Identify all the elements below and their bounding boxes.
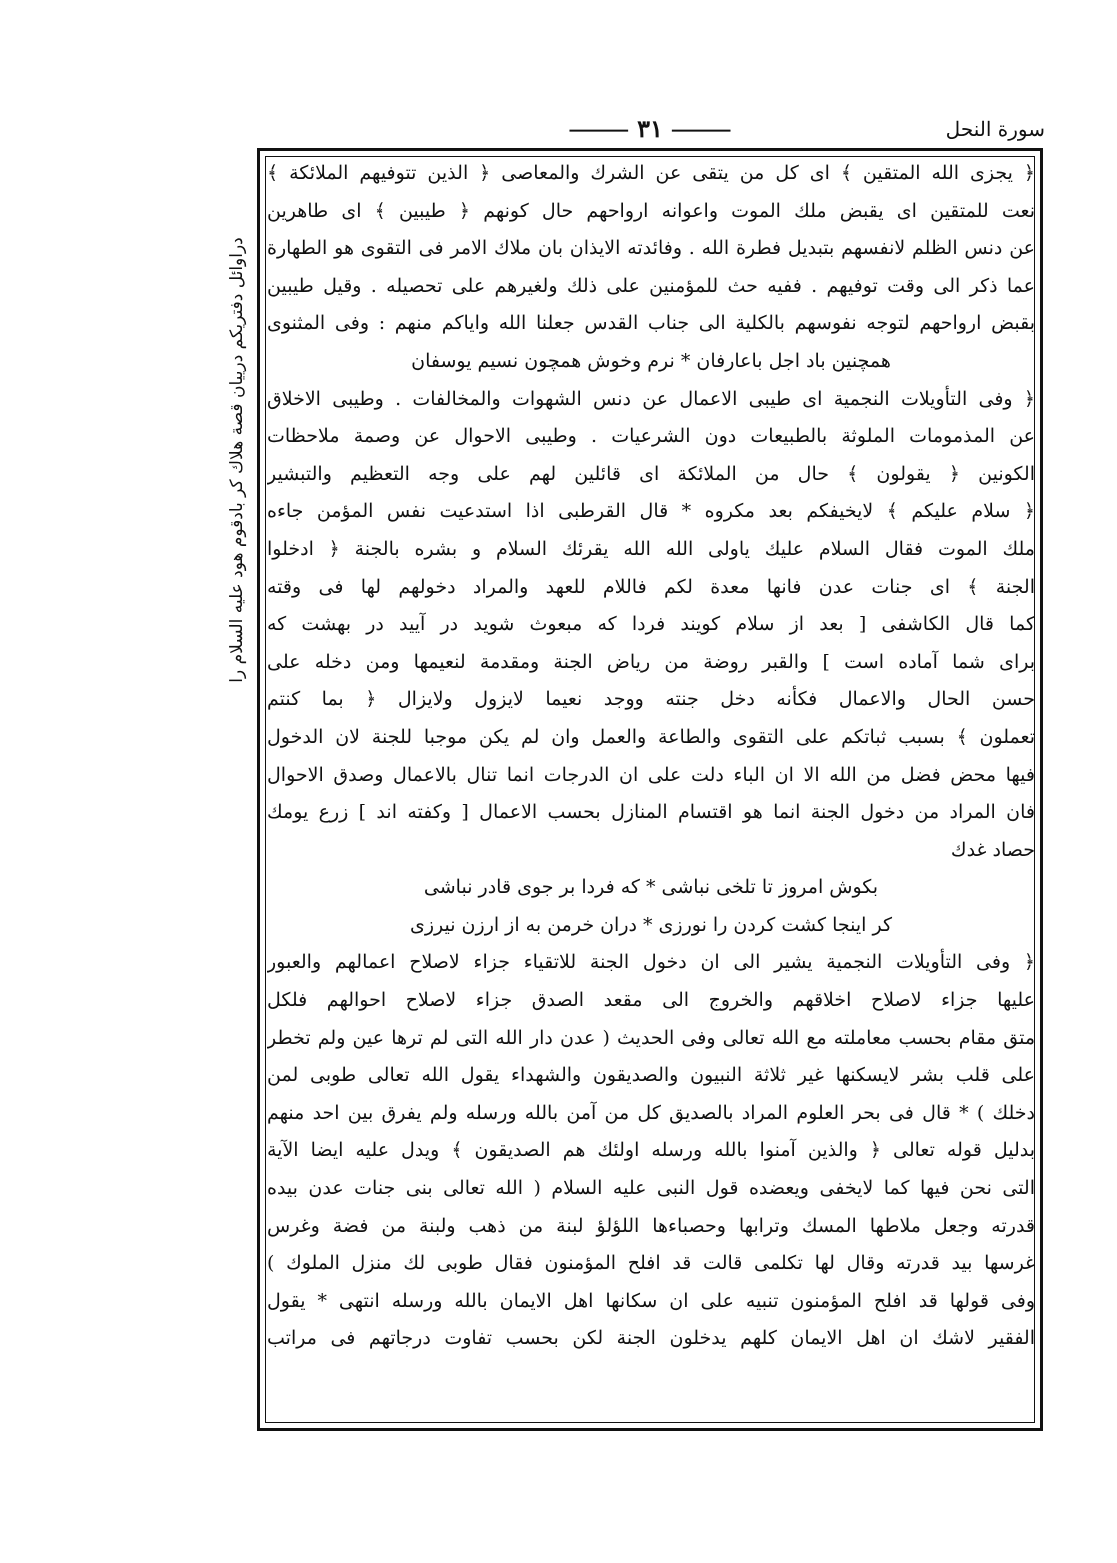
text-line: عن دنس الظلم لانفسهم بتبديل فطرة الله . وفائدته الايذان بان ملاك الامر فى التقوى هو الطهارة bbox=[267, 237, 1035, 260]
verse-line: همچنين باد اجل باعارفان * نرم وخوش همچون نسيم يوسفان bbox=[411, 349, 891, 372]
text-line: نعت للمتقين اى يقبض ملك الموت واعوانه ارواحهم حال كونهم ﴿ طيبين ﴾ اى طاهرين bbox=[267, 199, 1035, 222]
text-line: تعملون ﴾ بسبب ثباتكم على التقوى والطاعة والعمل وان لم يكن موجبا للجنة لان الدخول bbox=[267, 725, 1035, 748]
text-line: ﴿ يجزى الله المتقين ﴾ اى كل من يتقى عن الشرك والمعاصى ﴿ الذين تتوفيهم الملائكة ﴾ bbox=[267, 162, 1035, 184]
text-line: دخلك ) * قال فى بحر العلوم المراد بالصديق كل من آمن بالله ورسله ولم يفرق بين احد منهم bbox=[267, 1101, 1035, 1124]
text-line: عليها جزاء لاصلاح اخلاقهم والخروج الى مقعد الصدق جزاء لاصلاح احوالهم فلكل bbox=[267, 989, 1035, 1012]
text-line: على قلب بشر لايسكنها غير ثلاثة النبيون والصديقون والشهداء يقول الله تعالى طوبى لمن bbox=[267, 1064, 1035, 1087]
text-line: بدليل قوله تعالى ﴿ والذين آمنوا بالله ورسله اولئك هم الصديقون ﴾ ويدل عليه ايضا الآية bbox=[267, 1139, 1035, 1162]
text-line: متق مقام بحسب معاملته مع الله تعالى وفى الحديث ( عدن دار الله التى لم ترها عين ولم تخطر bbox=[267, 1026, 1035, 1049]
text-line: فيها محض فضل من الله الا ان الباء دلت على ان الدرجات انما تنال بالاعمال وصدق الاحوال bbox=[267, 763, 1035, 786]
text-line: حسن الحال والاعمال فكأنه دخل جنته ووجد نعيما لايزول ولايزال ﴿ بما كنتم bbox=[267, 688, 1035, 711]
page-number bbox=[255, 114, 1045, 144]
page-number-value: ٣١ bbox=[637, 114, 663, 143]
margin-note bbox=[220, 160, 254, 760]
page-number-ornament-right: ⸻ bbox=[662, 114, 732, 143]
text-line: عن المذمومات الملوثة بالطبيعات دون الشرعيات . وطيبى الاحوال عن وصمة ملاحظات bbox=[267, 425, 1035, 448]
text-line: ﴿ سلام عليكم ﴾ لايخيفكم بعد مكروه * قال القرطبى اذا استدعيت نفس المؤمن جاءه bbox=[267, 500, 1035, 523]
margin-note-text: دراوائل دفتريكم درييان قصة هلاك كر بادقوم هود عليه السلام را bbox=[227, 237, 247, 683]
text-line: ملك الموت فقال السلام عليك ياولى الله الله يقرئك السلام و بشره بالجنة ﴿ ادخلوا bbox=[267, 537, 1035, 560]
text-line: قدرته وجعل ملاطها المسك وترابها وحصباءها اللؤلؤ لبنة من ذهب ولبنة من فضة وغرس bbox=[267, 1214, 1035, 1237]
verse-line: بكوش امروز تا تلخى نباشى * كه فردا بر جوى قادر نباشى bbox=[423, 876, 879, 899]
text-line: حصاد غدك bbox=[950, 838, 1035, 861]
text-line: الفقير لاشك ان اهل الايمان كلهم يدخلون الجنة لكن بحسب تفاوت درجاتهم فى مراتب bbox=[267, 1327, 1035, 1350]
page-header bbox=[255, 114, 1045, 146]
text-line: ﴿ وفى التأويلات النجمية اى طيبى الاعمال عن دنس الشهوات والمخالفات . وطيبى الاخلاق bbox=[267, 387, 1035, 410]
text-line: غرسها بيد قدرته وقال لها تكلمى قالت قد افلح المؤمنون فقال طوبى لك منزل الملوك ) bbox=[267, 1252, 1035, 1275]
text-line: التى نحن فيها كما لايخفى ويعضده قول النبى عليه السلام ( الله تعالى بنى جنات عدن بيده bbox=[267, 1177, 1035, 1200]
text-line: الجنة ﴾ اى جنات عدن فانها معدة لكم فاللام للعهد والمراد دخولهم لها فى وقته bbox=[267, 575, 1035, 598]
text-line: الكونين ﴿ يقولون ﴾ حال من الملائكة اى قائلين لهم على وجه التعظيم والتبشير bbox=[267, 462, 1035, 485]
text-line: كما قال الكاشفى [ بعد از سلام كويند فردا كه مبعوث شويد در آييد در بهشت كه bbox=[267, 613, 1035, 636]
surah-title: سورة النحل bbox=[945, 117, 1045, 141]
verse-line: كر اينجا كشت كردن را نورزى * دران خرمن به از ارزن نيرزى bbox=[409, 913, 893, 936]
text-line: ﴿ وفى التأويلات النجمية يشير الى ان دخول الجنة للاتقياء جزاء لاصلاح اعمالهم والعبور bbox=[267, 951, 1035, 974]
text-line: عما ذكر الى وقت توفيهم . ففيه حث للمؤمنين على ذلك ولغيرهم على تحصيله . وقيل طيبين bbox=[267, 274, 1035, 297]
page-number-ornament-left: ⸻ bbox=[568, 114, 638, 143]
text-line: فان المراد من دخول الجنة انما هو اقتسام المنازل بحسب الاعمال [ وكفته اند ] زرع يومك bbox=[267, 801, 1035, 824]
main-text-block bbox=[267, 155, 1035, 1358]
text-line: براى شما آماده است ] والقبر روضة من رياض الجنة ومقدمة لنعيمها ومن دخله على bbox=[267, 650, 1035, 673]
text-line: بقبض ارواحهم لتوجه نفوسهم بالكلية الى جناب القدس جعلنا الله واياكم منهم : وفى المثنوى bbox=[267, 312, 1035, 335]
text-line: وفى قولها قد افلح المؤمنون تنبيه على ان سكانها اهل الايمان بالله ورسله انتهى * يقول bbox=[267, 1289, 1035, 1312]
